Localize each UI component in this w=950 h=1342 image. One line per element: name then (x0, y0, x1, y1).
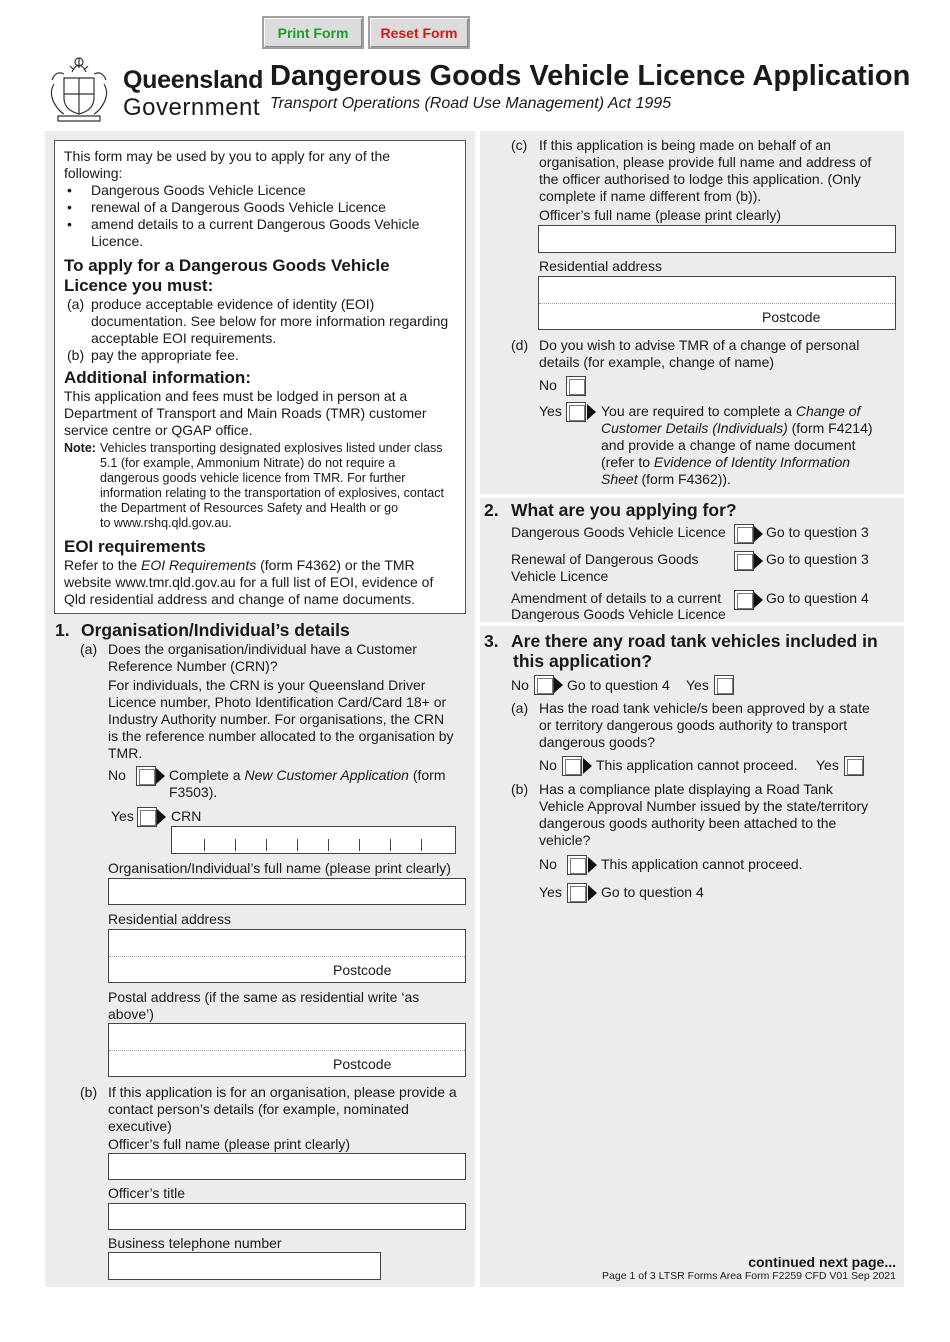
q3-no-checkbox[interactable] (534, 675, 554, 695)
eoi-text: website www.tmr.qld.gov.au for a full list of EOI, evidence of (64, 574, 434, 590)
arrow-right-icon (588, 857, 597, 873)
q3a-cannot-proceed: This application cannot proceed. (596, 757, 798, 773)
info-bullet: renewal of a Dangerous Goods Vehicle Licence (91, 199, 386, 215)
q3-go-to: Go to question 4 (567, 677, 670, 693)
postcode-label: Postcode (762, 309, 821, 325)
list-label: (c) (511, 137, 528, 153)
d-yes-instruction: and provide a change of name document (601, 437, 856, 453)
q3-yes-checkbox[interactable] (714, 675, 734, 695)
bullet: • (67, 182, 72, 198)
q1a-text: Does the organisation/individual have a Customer (108, 641, 417, 657)
list-label: (d) (511, 337, 529, 353)
q2-renewal-checkbox[interactable] (734, 551, 754, 571)
q2-go-to: Go to question 3 (766, 551, 869, 567)
q1b-text: contact person’s details (for example, nominated (108, 1101, 409, 1117)
q2-option-renewal: Vehicle Licence (511, 568, 609, 584)
note-text: the Department of Resources Safety and Health or go (100, 501, 399, 515)
additional-heading: Additional information: (64, 368, 251, 387)
postal-address-input[interactable] (108, 1023, 466, 1077)
note-label: Note: (64, 441, 96, 455)
info-intro: This form may be used by you to apply for any of the (64, 148, 391, 164)
crn-no-instruction: F3503). (169, 784, 218, 800)
q3-heading: this application? (513, 651, 653, 671)
reset-form-button[interactable]: Reset Form (368, 16, 470, 49)
q3b-text: Has a compliance plate displaying a Road Tank (539, 781, 833, 797)
eoi-text: Qld residential address and change of name documents. (64, 591, 415, 607)
list-label: (a) (67, 296, 85, 312)
list-label: (a) (511, 700, 529, 716)
q3b-yes-label: Yes (539, 884, 562, 900)
bullet: • (67, 199, 72, 215)
list-label: (a) (80, 641, 98, 657)
eoi-text: Refer to the EOI Requirements (form F4362) or the TMR (64, 557, 415, 573)
q3b-text: vehicle? (539, 832, 591, 848)
q1c-text: complete if name different from (b)). (539, 188, 762, 204)
list-label: (b) (80, 1084, 98, 1100)
note-text: Vehicles transporting designated explosives listed under class (100, 441, 443, 455)
officer-title-label: Officer’s title (108, 1185, 186, 1201)
c-res-address-input[interactable] (538, 276, 896, 330)
phone-label: Business telephone number (108, 1235, 282, 1251)
crn-yes-label: Yes (111, 808, 134, 824)
q2-number: 2. (484, 500, 499, 520)
d-yes-instruction: Sheet (form F4362)). (601, 471, 731, 487)
q3a-text: or territory dangerous goods authority to transport (539, 717, 848, 733)
continued-next-page: continued next page... (748, 1254, 896, 1270)
apply-item-a: documentation. See below for more information regarding (91, 313, 449, 329)
arrow-right-icon (588, 885, 597, 901)
q2-heading: What are you applying for? (511, 500, 737, 520)
eoi-heading: EOI requirements (64, 537, 206, 556)
list-label: (b) (67, 347, 85, 363)
arrow-right-icon (754, 526, 763, 542)
bullet: • (67, 216, 72, 232)
logo-government-text: Government (123, 94, 261, 121)
crn-no-instruction: Complete a New Customer Application (form (169, 767, 446, 783)
arrow-right-icon (554, 677, 563, 693)
logo-queensland-text: Queensland (123, 66, 264, 94)
q1c-text: If this application is being made on behalf of an (539, 137, 831, 153)
q2-option-amend: Dangerous Goods Vehicle Licence (511, 606, 726, 622)
q3b-yes-checkbox[interactable] (567, 883, 587, 903)
d-yes-label: Yes (539, 403, 562, 419)
officer-name-input[interactable] (108, 1153, 466, 1180)
list-label: (b) (511, 781, 529, 797)
c-officer-name-input[interactable] (538, 225, 896, 253)
q3a-yes-label: Yes (816, 757, 839, 773)
phone-input[interactable] (108, 1252, 381, 1280)
q1a-text: TMR. (108, 745, 143, 761)
info-bullet: Licence. (91, 233, 144, 249)
info-bullet: amend details to a current Dangerous Goods Vehicle (91, 216, 420, 232)
arrow-right-icon (754, 553, 763, 569)
c-officer-name-label: Officer’s full name (please print clearly) (539, 207, 781, 223)
page-subtitle: Transport Operations (Road Use Management) Act 1995 (270, 95, 672, 112)
note-text: 5.1 (for example, Ammonium Nitrate) do not require a (100, 456, 396, 470)
crn-no-checkbox[interactable] (136, 766, 156, 786)
arrow-right-icon (157, 809, 166, 825)
q1a-text: For individuals, the CRN is your Queensland Driver (108, 677, 426, 693)
note-text: dangerous goods vehicle licence from TMR. For further (100, 471, 406, 485)
q2-go-to: Go to question 3 (766, 524, 869, 540)
q3a-text: Has the road tank vehicle/s been approved by a state (539, 700, 870, 716)
q3a-text: dangerous goods? (539, 734, 655, 750)
d-yes-instruction: (refer to Evidence of Identity Information (601, 454, 851, 470)
arrow-right-icon (754, 592, 763, 608)
crn-yes-checkbox[interactable] (137, 807, 157, 827)
q1-number: 1. (55, 620, 70, 640)
q1d-text: details (for example, change of name) (539, 354, 775, 370)
info-intro: following: (64, 165, 123, 181)
apply-item-a: produce acceptable evidence of identity (EOI) (91, 296, 375, 312)
postal-address-label: Postal address (if the same as residential write ‘as (108, 989, 420, 1005)
apply-item-a: acceptable EOI requirements. (91, 330, 277, 346)
postcode-label: Postcode (333, 962, 392, 978)
d-no-checkbox[interactable] (566, 376, 586, 396)
q1b-text: executive) (108, 1118, 172, 1134)
fullname-input[interactable] (108, 878, 466, 905)
c-res-address-label: Residential address (539, 258, 662, 274)
d-yes-instruction: You are required to complete a Change of (601, 403, 861, 419)
q1c-text: organisation, please provide full name and address of (539, 154, 872, 170)
info-bullet: Dangerous Goods Vehicle Licence (91, 182, 306, 198)
q2-option-renewal: Renewal of Dangerous Goods (511, 551, 699, 567)
q2-option-amend: Amendment of details to a current (511, 590, 722, 606)
q3a-no-checkbox[interactable] (562, 756, 582, 776)
form-footer-meta: Page 1 of 3 LTSR Forms Area Form F2259 CFD V01 Sep 2021 (602, 1270, 896, 1282)
additional-text: This application and fees must be lodged in person at a (64, 388, 408, 404)
q3b-no-label: No (539, 856, 557, 872)
apply-heading: Licence you must: (64, 276, 214, 295)
q1c-text: the officer authorised to lodge this application. (Only (539, 171, 861, 187)
q1a-text: is the reference number allocated to the organisation by (108, 728, 454, 744)
q3b-text: dangerous goods authority been attached to the (539, 815, 837, 831)
crn-input[interactable] (171, 826, 456, 854)
arrow-right-icon (583, 758, 592, 774)
q1d-text: Do you wish to advise TMR of a change of personal (539, 337, 860, 353)
additional-text: Department of Transport and Main Roads (TMR) customer (64, 405, 427, 421)
q3-no-label: No (511, 677, 529, 693)
q3-yes-label: Yes (686, 677, 709, 693)
d-no-label: No (539, 377, 557, 393)
q3-heading: Are there any road tank vehicles included in (511, 631, 878, 651)
q1a-text: Licence number, Photo Identification Card/Card 18+ or (108, 694, 447, 710)
crn-label: CRN (171, 808, 202, 824)
q1b-text: If this application is for an organisation, please provide a (108, 1084, 457, 1100)
queensland-crest-icon (44, 54, 114, 122)
postal-address-label: above’) (108, 1006, 154, 1022)
arrow-right-icon (156, 768, 165, 784)
q3b-go-to: Go to question 4 (601, 884, 704, 900)
arrow-right-icon (587, 404, 596, 420)
officer-name-label: Officer’s full name (please print clearly) (108, 1136, 350, 1152)
apply-item-b: pay the appropriate fee. (91, 347, 239, 363)
q2-option-new: Dangerous Goods Vehicle Licence (511, 524, 726, 540)
res-address-label: Residential address (108, 911, 231, 927)
apply-heading: To apply for a Dangerous Goods Vehicle (64, 256, 390, 275)
d-yes-instruction: Customer Details (Individuals) (form F4214) (601, 420, 873, 436)
q3b-no-checkbox[interactable] (567, 855, 587, 875)
note-text: information relating to the transportation of explosives, contact (100, 486, 444, 500)
q3-number: 3. (484, 631, 499, 651)
q2-go-to: Go to question 4 (766, 590, 869, 606)
q3a-yes-checkbox[interactable] (844, 756, 864, 776)
q3b-cannot-proceed: This application cannot proceed. (601, 856, 803, 872)
q2-new-checkbox[interactable] (734, 524, 754, 544)
page-title: Dangerous Goods Vehicle Licence Application (270, 60, 911, 92)
q2-amend-checkbox[interactable] (734, 590, 754, 610)
crn-no-label: No (108, 767, 126, 783)
q3b-text: Vehicle Approval Number issued by the state/territory (539, 798, 869, 814)
officer-title-input[interactable] (108, 1203, 466, 1230)
note-text: to www.rshq.qld.gov.au. (100, 516, 232, 530)
postcode-label: Postcode (333, 1056, 392, 1072)
print-form-button[interactable]: Print Form (262, 16, 364, 49)
fullname-label: Organisation/Individual’s full name (please print clearly) (108, 860, 451, 876)
q1a-text: Reference Number (CRN)? (108, 658, 278, 674)
d-yes-checkbox[interactable] (566, 402, 586, 422)
q3a-no-label: No (539, 757, 557, 773)
q1a-text: Industry Authority number. For organisations, the CRN (108, 711, 445, 727)
section-divider (480, 494, 904, 498)
q1-heading: Organisation/Individual’s details (81, 620, 350, 640)
additional-text: service centre or QGAP office. (64, 422, 253, 438)
res-address-input[interactable] (108, 929, 466, 983)
